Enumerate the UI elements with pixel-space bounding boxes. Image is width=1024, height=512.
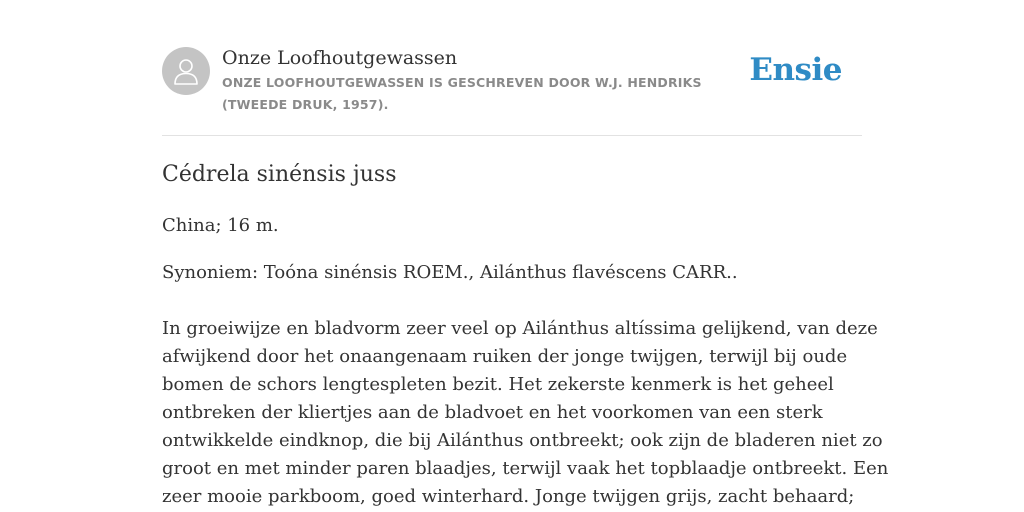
entry-body bbox=[162, 315, 889, 511]
body-line: ontwikkelde eindknop, die bij Ailánthus ontbreekt; ook zijn de bladeren niet zo bbox=[162, 430, 883, 451]
content-container bbox=[162, 0, 889, 507]
source-header bbox=[162, 0, 862, 136]
body-line: ontbreken der kliertjes aan de bladvoet en het voorkomen van een sterk bbox=[162, 402, 823, 423]
source-title[interactable]: Onze Loofhoutgewassen bbox=[222, 47, 458, 69]
entry-title: Cédrela sinénsis juss bbox=[162, 162, 397, 187]
brand-logo[interactable]: Ensie bbox=[749, 52, 842, 88]
body-line: zeer mooie parkboom, goed winterhard. Jonge twijgen grijs, zacht behaard; bbox=[162, 486, 855, 507]
body-line: afwijkend door het onaangenaam ruiken der jonge twijgen, terwijl bij oude bbox=[162, 346, 848, 367]
body-line: groot en met minder paren blaadjes, terwijl vaak het topblaadje ontbreekt. Een bbox=[162, 458, 889, 479]
body-line: In groeiwijze en bladvorm zeer veel op Ailánthus altíssima gelijkend, van deze bbox=[162, 318, 878, 339]
avatar[interactable] bbox=[162, 47, 210, 95]
entry-origin: China; 16 m. bbox=[162, 215, 279, 236]
source-description: ONZE LOOFHOUTGEWASSEN IS GESCHREVEN DOOR W.J. HENDRIKS (TWEEDE DRUK, 1957). bbox=[222, 75, 702, 112]
entry-synonym: Synoniem: Toóna sinénsis ROEM., Ailánthus flavéscens CARR.. bbox=[162, 262, 738, 283]
body-line: bomen de schors lengtespleten bezit. Het zekerste kenmerk is het geheel bbox=[162, 374, 834, 395]
user-icon bbox=[173, 57, 199, 85]
